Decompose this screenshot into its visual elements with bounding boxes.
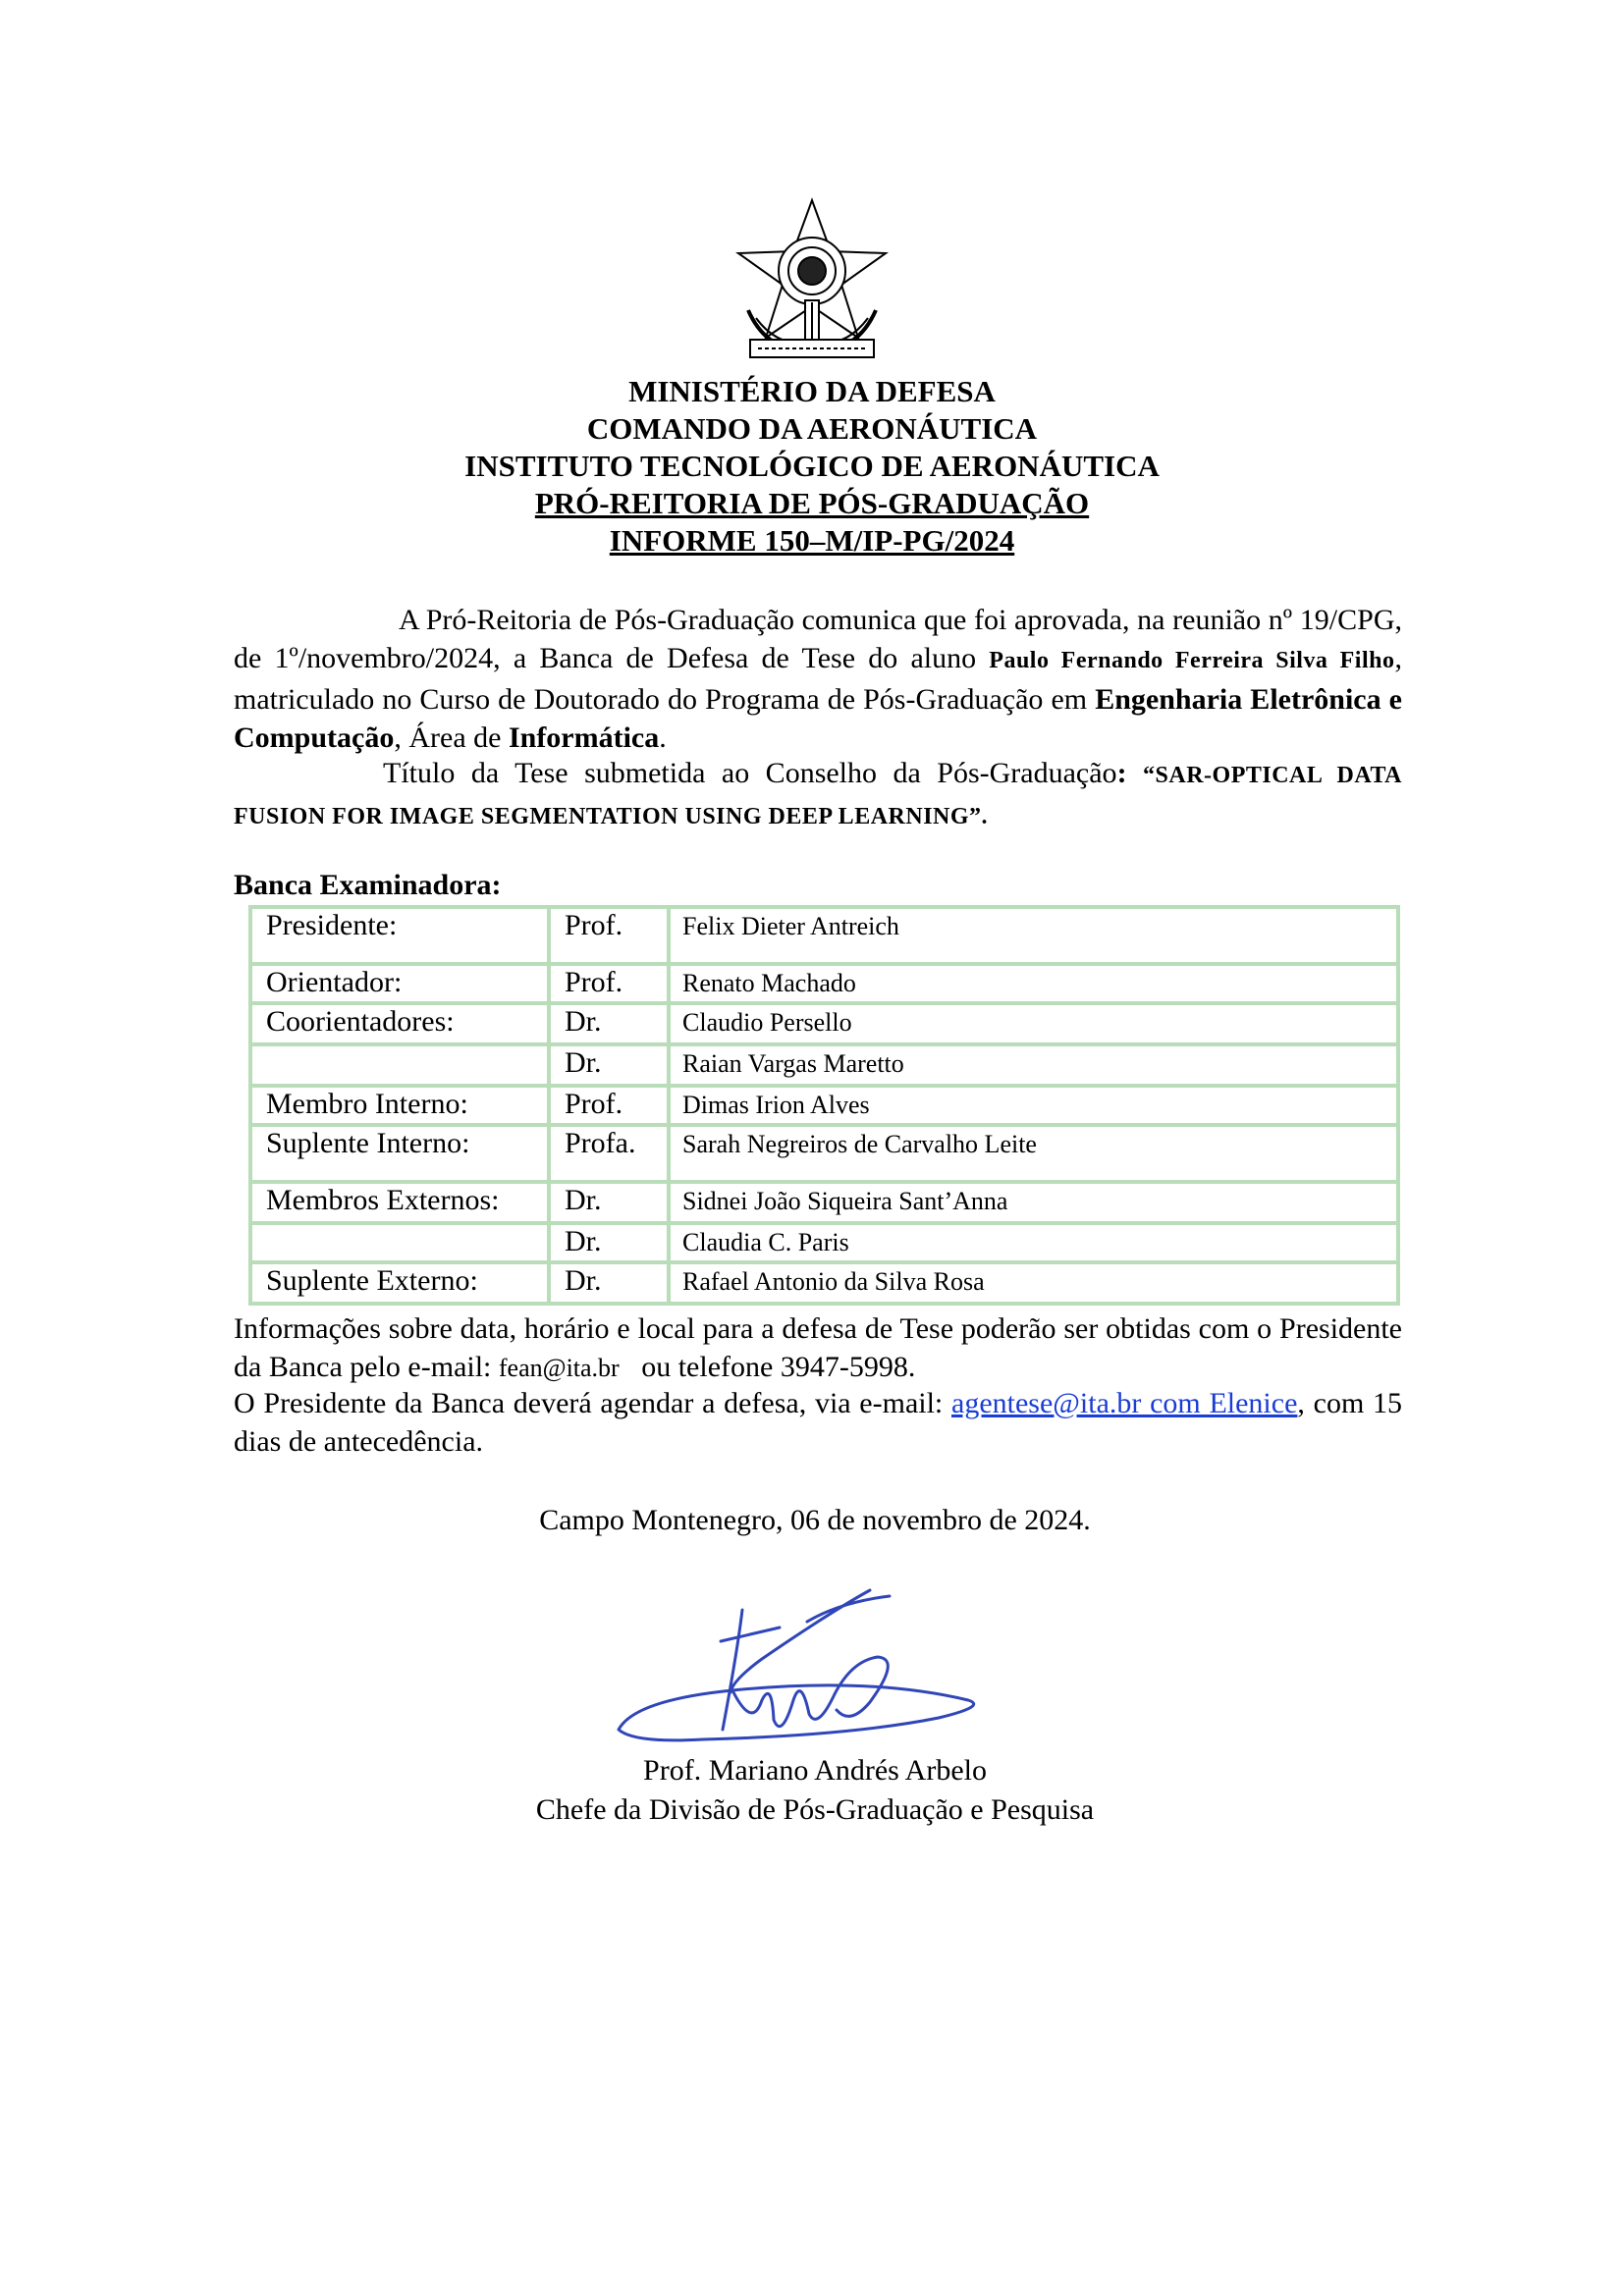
committee-title: Dr. xyxy=(549,1182,669,1223)
committee-member-name: Sarah Negreiros de Carvalho Leite xyxy=(669,1125,1398,1182)
committee-row xyxy=(250,1086,1398,1125)
header-informe-number: INFORME 150–M/IP-PG/2024 xyxy=(609,523,1015,558)
committee-member-name: Raian Vargas Maretto xyxy=(669,1044,1398,1086)
committee-title: Dr. xyxy=(549,1223,669,1262)
approval-paragraph: A Pró-Reitoria de Pós-Graduação comunica que foi aprovada, na reunião nº 19/CPG, de 1º/novembro/2024, a Banca de Defesa de Tese do aluno Paulo Fernando Ferreira Silva Filho, matriculado no Curso de Doutorado do Programa de Pós-Graduação em Engenharia Eletrônica e Computação, Área de Informática. xyxy=(234,604,1402,754)
committee-member-name: Rafael Antonio da Silva Rosa xyxy=(669,1262,1398,1304)
scheduling-email-link[interactable]: agentese@ita.br com Elenice xyxy=(951,1387,1298,1419)
header-command: COMANDO DA AERONÁUTICA xyxy=(586,411,1038,446)
committee-member-name: Sidnei João Siqueira Sant’Anna xyxy=(669,1182,1398,1223)
committee-row xyxy=(250,1125,1398,1182)
committee-row xyxy=(250,1182,1398,1223)
area-name: Informática xyxy=(508,721,660,754)
committee-role: Suplente Externo: xyxy=(250,1262,549,1304)
committee-role: Membros Externos: xyxy=(250,1182,549,1223)
committee-row xyxy=(250,1044,1398,1086)
committee-member-name: Felix Dieter Antreich xyxy=(669,907,1398,964)
committee-title: Prof. xyxy=(549,964,669,1003)
committee-role xyxy=(250,1223,549,1262)
committee-row xyxy=(250,964,1398,1003)
committee-table xyxy=(248,905,1400,1306)
header-dean-office: PRÓ-REITORIA DE PÓS-GRADUAÇÃO xyxy=(534,486,1090,520)
committee-title: Prof. xyxy=(549,907,669,964)
committee-heading: Banca Examinadora: xyxy=(234,869,502,901)
committee-title: Dr. xyxy=(549,1003,669,1044)
scheduling-paragraph: O Presidente da Banca deverá agendar a defesa, via e-mail: agentese@ita.br com Elenice, com 15 dias de antecedência. xyxy=(234,1387,1402,1458)
committee-title: Dr. xyxy=(549,1044,669,1086)
program-name: Engenharia Eletrônica e Computação xyxy=(234,683,1402,754)
committee-title: Profa. xyxy=(549,1125,669,1182)
committee-row xyxy=(250,1003,1398,1044)
handwritten-signature xyxy=(615,1582,1017,1751)
thesis-title-paragraph: Título da Tese submetida ao Conselho da Pós-Graduação: “SAR-OPTICAL DATA FUSION FOR IMAGE SEGMENTATION USING DEEP LEARNING”. xyxy=(234,757,1402,829)
committee-member-name: Renato Machado xyxy=(669,964,1398,1003)
thesis-title: “SAR-OPTICAL DATA FUSION FOR IMAGE SEGMENTATION USING DEEP LEARNING”. xyxy=(234,763,1402,829)
header-institute: INSTITUTO TECNOLÓGICO DE AERONÁUTICA xyxy=(464,449,1160,483)
committee-role: Presidente: xyxy=(250,907,549,964)
committee-member-name: Claudio Persello xyxy=(669,1003,1398,1044)
place-and-date: Campo Montenegro, 06 de novembro de 2024. xyxy=(539,1504,1091,1536)
signer-role: Chefe da Divisão de Pós-Graduação e Pesquisa xyxy=(535,1793,1095,1826)
committee-member-name: Dimas Irion Alves xyxy=(669,1086,1398,1125)
committee-role xyxy=(250,1044,549,1086)
signer-name: Prof. Mariano Andrés Arbelo xyxy=(643,1754,987,1787)
document-header xyxy=(0,373,1624,560)
header-ministry: MINISTÉRIO DA DEFESA xyxy=(628,374,996,408)
contact-paragraph: Informações sobre data, horário e local para a defesa de Tese poderão ser obtidas com o Presidente da Banca pelo e-mail: fean@ita.br ou telefone 3947-5998. xyxy=(234,1312,1402,1383)
committee-role: Membro Interno: xyxy=(250,1086,549,1125)
committee-role: Orientador: xyxy=(250,964,549,1003)
committee-row xyxy=(250,907,1398,964)
committee-title: Dr. xyxy=(549,1262,669,1304)
student-name: Paulo Fernando Ferreira Silva Filho xyxy=(989,648,1395,673)
committee-row xyxy=(250,1223,1398,1262)
committee-role: Coorientadores: xyxy=(250,1003,549,1044)
committee-role: Suplente Interno: xyxy=(250,1125,549,1182)
committee-member-name: Claudia C. Paris xyxy=(669,1223,1398,1262)
president-email: fean@ita.br xyxy=(498,1354,620,1382)
signer-block xyxy=(0,1751,1624,1830)
coat-of-arms-icon xyxy=(729,192,895,369)
committee-title: Prof. xyxy=(549,1086,669,1125)
committee-row xyxy=(250,1262,1398,1304)
